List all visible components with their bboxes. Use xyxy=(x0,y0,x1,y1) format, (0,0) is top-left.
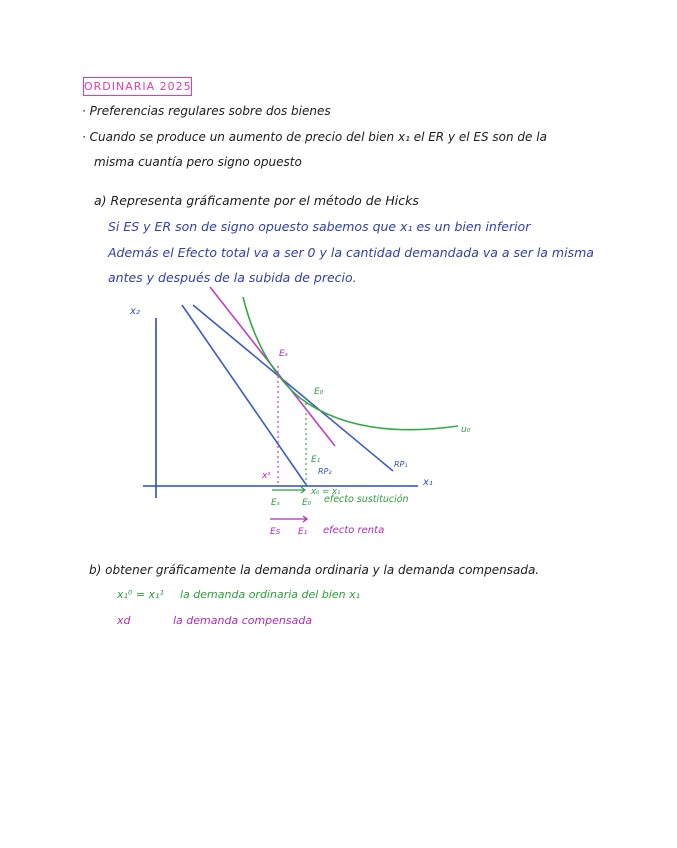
axis-y-label: x₂ xyxy=(130,306,140,317)
bullet-preferences: · Preferencias regulares sobre dos bienes xyxy=(82,104,331,118)
x-label-xs: xˢ xyxy=(262,471,271,481)
part-a-line-3: antes y después de la subida de precio. xyxy=(108,270,357,285)
budget-line-rp1 xyxy=(193,305,393,471)
substitution-effect-label: efecto sustitución xyxy=(324,494,409,505)
x-label-x0x1: x₀ = x₁ xyxy=(311,487,341,497)
income-label-left: Es xyxy=(270,527,281,537)
point-e0-label: E₀ xyxy=(314,387,324,397)
axis-x-label: x₁ xyxy=(423,477,433,488)
income-label-right: E₁ xyxy=(298,527,308,537)
part-a-heading: a) Representa gráficamente por el método de Hicks xyxy=(94,193,419,208)
curve-u0-label: u₀ xyxy=(461,425,471,435)
bullet-price-increase: · Cuando se produce un aumento de precio del bien x₁ el ER y el ES son de la xyxy=(82,130,547,144)
substitution-label-right: E₀ xyxy=(302,498,312,508)
point-es-label: Eₛ xyxy=(279,349,289,359)
part-b-heading: b) obtener gráficamente la demanda ordinaria y la demanda compensada. xyxy=(89,563,540,577)
budget-rp2-label: RP₂ xyxy=(318,467,332,476)
substitution-label-left: Eₛ xyxy=(271,498,281,508)
compensated-demand-symbol: xd xyxy=(117,614,131,627)
ordinary-demand-desc: la demanda ordinaria del bien x₁ xyxy=(180,588,361,601)
ordinary-demand-eq: x₁⁰ = x₁¹ xyxy=(117,588,164,601)
exam-title: ORDINARIA 2025 xyxy=(83,77,192,96)
income-effect-label: efecto renta xyxy=(323,525,385,536)
budget-rp1-label: RP₁ xyxy=(394,460,408,469)
indifference-curve-u0 xyxy=(243,297,458,430)
bullet-price-increase-cont: misma cuantía pero signo opuesto xyxy=(94,155,302,169)
compensated-demand-desc: la demanda compensada xyxy=(173,614,313,627)
part-a-line-1: Si ES y ER son de signo opuesto sabemos que x₁ es un bien inferior xyxy=(108,219,531,234)
part-a-line-2: Además el Efecto total va a ser 0 y la cantidad demandada va a ser la misma xyxy=(108,245,594,260)
point-e1-label: E₁ xyxy=(311,455,321,465)
